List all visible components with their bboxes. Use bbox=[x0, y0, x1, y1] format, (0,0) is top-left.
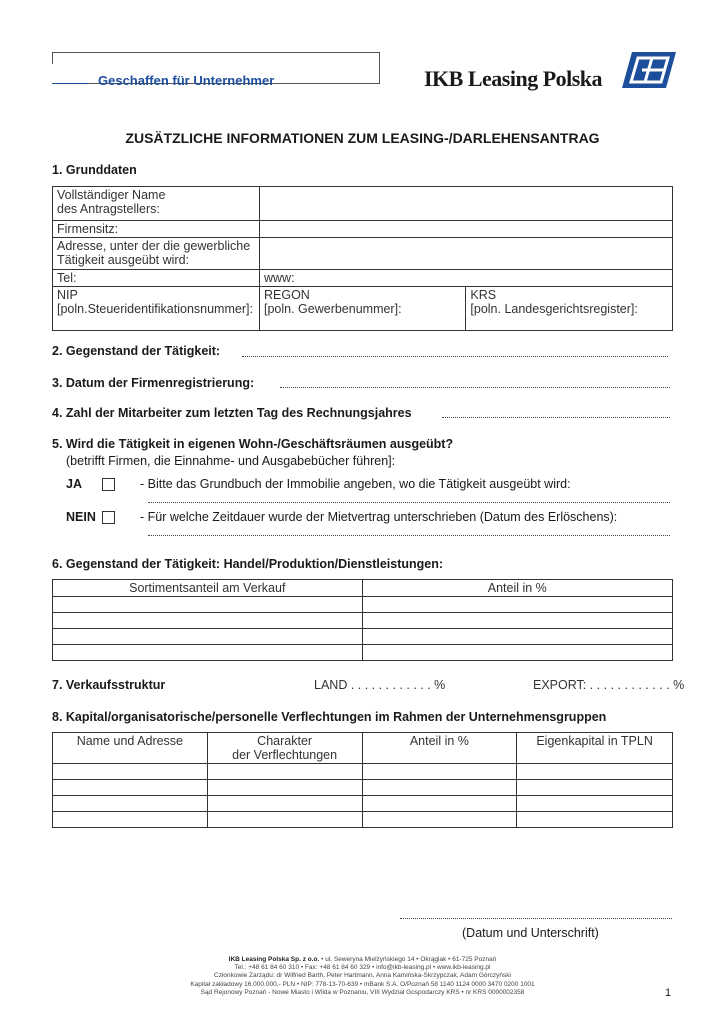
label-nip[interactable]: NIP [poln.Steueridentifikationsnummer]: bbox=[53, 287, 260, 331]
footer-contact: Tel.: +48 61 84 60 310 • Fax: +48 61 84 60 329 • info@ikb-leasing.pl • www.ikb-leasing.pl bbox=[234, 964, 491, 972]
signature-line[interactable] bbox=[400, 918, 672, 919]
section4-heading: 4. Zahl der Mitarbeiter zum letzten Tag des Rechnungsjahres bbox=[52, 406, 412, 420]
col-sortimentsanteil: Sortimentsanteil am Verkauf bbox=[53, 580, 363, 597]
table-row[interactable] bbox=[362, 764, 517, 780]
col-eigenkapital: Eigenkapital in TPLN bbox=[517, 733, 673, 764]
table-row[interactable] bbox=[207, 812, 362, 828]
table-row[interactable] bbox=[53, 597, 363, 613]
section7-heading: 7. Verkaufsstruktur bbox=[52, 678, 166, 692]
page-title: ZUSÄTZLICHE INFORMATIONEN ZUM LEASING-/DARLEHENSANTRAG bbox=[125, 130, 600, 146]
table-row[interactable] bbox=[362, 629, 672, 645]
table-row[interactable] bbox=[362, 613, 672, 629]
footer-capital: Kapitał zakładowy 16.000.000,- PLN • NIP: 778-13-70-639 • mBank S.A. O/Poznań 58 1140 1124 0000 3470 0200 1001 bbox=[190, 980, 535, 988]
label-firmensitz: Firmensitz: bbox=[53, 221, 260, 238]
section3-input-line[interactable] bbox=[280, 387, 670, 388]
ja-text: - Bitte das Grundbuch der Immobilie angeben, wo die Tätigkeit ausgeübt wird: bbox=[140, 477, 571, 491]
table-row[interactable] bbox=[517, 812, 673, 828]
section2-input-line[interactable] bbox=[242, 356, 668, 357]
input-full-name[interactable] bbox=[259, 187, 672, 221]
section1-heading: 1. Grunddaten bbox=[52, 163, 137, 177]
footer bbox=[120, 956, 605, 997]
ja-input-line[interactable] bbox=[148, 502, 670, 503]
label-adresse: Adresse, unter der die gewerbliche Tätigkeit ausgeübt wird: bbox=[53, 238, 260, 270]
section2-heading: 2. Gegenstand der Tätigkeit: bbox=[52, 344, 221, 358]
signature-label: (Datum und Unterschrift) bbox=[462, 926, 599, 940]
table-row[interactable] bbox=[362, 796, 517, 812]
col-anteil-prozent: Anteil in % bbox=[362, 733, 517, 764]
tagline-underline bbox=[52, 83, 88, 84]
section8-heading: 8. Kapital/organisatorische/personelle Verflechtungen im Rahmen der Unternehmensgruppen bbox=[52, 710, 607, 724]
table-row[interactable] bbox=[207, 796, 362, 812]
input-firmensitz[interactable] bbox=[259, 221, 672, 238]
col-name-adresse: Name und Adresse bbox=[53, 733, 208, 764]
table-row[interactable] bbox=[362, 812, 517, 828]
footer-company: IKB Leasing Polska Sp. z o.o. bbox=[228, 956, 320, 963]
section6-heading: 6. Gegenstand der Tätigkeit: Handel/Produktion/Dienstleistungen: bbox=[52, 557, 444, 571]
table-row[interactable] bbox=[53, 812, 208, 828]
table-row[interactable] bbox=[53, 613, 363, 629]
label-regon[interactable]: REGON [poln. Gewerbenummer]: bbox=[259, 287, 465, 331]
brand-name: IKB Leasing Polska bbox=[424, 66, 603, 91]
label-www[interactable]: www: bbox=[259, 270, 672, 287]
table-row[interactable] bbox=[517, 764, 673, 780]
grunddaten-table bbox=[52, 186, 673, 331]
table-row[interactable] bbox=[207, 780, 362, 796]
section4-input-line[interactable] bbox=[442, 417, 670, 418]
table-row[interactable] bbox=[362, 780, 517, 796]
col-charakter: Charakter der Verflechtungen bbox=[207, 733, 362, 764]
table-row[interactable] bbox=[362, 645, 672, 661]
table-row[interactable] bbox=[362, 597, 672, 613]
land-field[interactable]: LAND . . . . . . . . . . . . % bbox=[314, 678, 446, 692]
ja-checkbox[interactable] bbox=[102, 478, 115, 491]
table-row[interactable] bbox=[517, 780, 673, 796]
nein-text: - Für welche Zeitdauer wurde der Mietvertrag unterschrieben (Datum des Erlöschens): bbox=[140, 510, 618, 524]
nein-label: NEIN bbox=[66, 510, 96, 524]
ja-label: JA bbox=[66, 477, 82, 491]
footer-board: Członkowie Zarządu: dr Wilfried Barth, Peter Hartmann, Anna Kamińska-Skrzypczak, Adam Górczyński bbox=[214, 972, 511, 980]
label-full-name: Vollständiger Name des Antragstellers: bbox=[53, 187, 260, 221]
page-number: 1 bbox=[665, 987, 672, 999]
table-row[interactable] bbox=[53, 796, 208, 812]
table-row[interactable] bbox=[53, 780, 208, 796]
tagline: Geschaffen für Unternehmer bbox=[98, 73, 275, 88]
section5-heading: 5. Wird die Tätigkeit in eigenen Wohn-/Geschäftsräumen ausgeübt? bbox=[52, 437, 454, 451]
footer-address: • ul. Seweryna Mielżyńskiego 14 • Okrąglak • 61-725 Poznań bbox=[321, 956, 497, 963]
nein-input-line[interactable] bbox=[148, 535, 670, 536]
export-field[interactable]: EXPORT: . . . . . . . . . . . . % bbox=[533, 678, 685, 692]
section3-heading: 3. Datum der Firmenregistrierung: bbox=[52, 376, 255, 390]
label-tel[interactable]: Tel: bbox=[53, 270, 260, 287]
footer-court: Sąd Rejonowy Poznań - Nowe Miasto i Wilda w Poznaniu, VIII Wydział Gospodarczy KRS • nr KRS 0000002358 bbox=[200, 988, 525, 996]
table-row[interactable] bbox=[517, 796, 673, 812]
table-row[interactable] bbox=[53, 629, 363, 645]
sortiment-table bbox=[52, 579, 673, 661]
table-row[interactable] bbox=[207, 764, 362, 780]
verflechtungen-table bbox=[52, 732, 673, 828]
ikb-logo-icon bbox=[622, 52, 676, 88]
label-krs[interactable]: KRS [poln. Landesgerichtsregister]: bbox=[466, 287, 673, 331]
table-row[interactable] bbox=[53, 645, 363, 661]
table-row[interactable] bbox=[53, 764, 208, 780]
section5-subheading: (betrifft Firmen, die Einnahme- und Ausgabebücher führen]: bbox=[66, 454, 396, 468]
nein-checkbox[interactable] bbox=[102, 511, 115, 524]
col-anteil: Anteil in % bbox=[362, 580, 672, 597]
input-adresse[interactable] bbox=[259, 238, 672, 270]
